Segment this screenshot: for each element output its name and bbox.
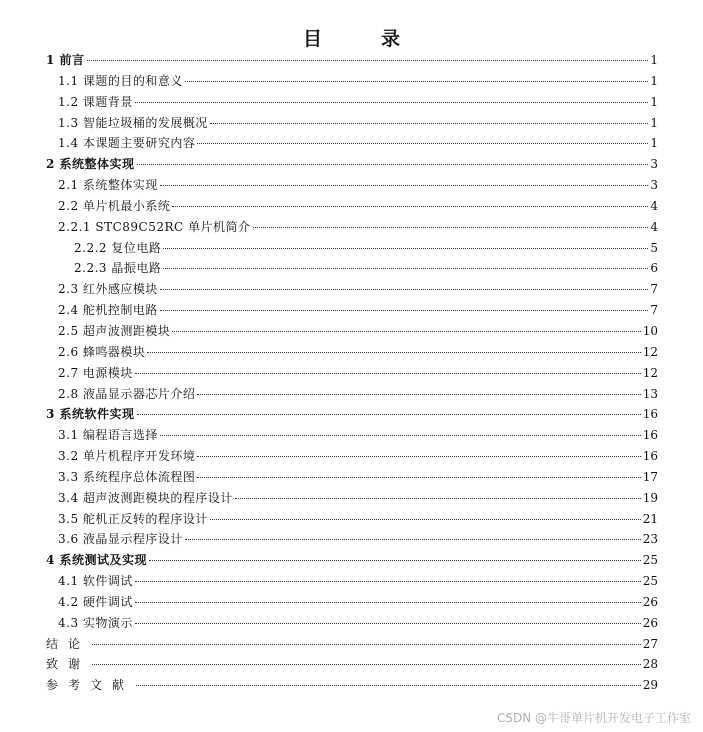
toc-entry-label: 2.2.3 晶振电路 <box>74 261 162 276</box>
dot-leader <box>135 602 641 603</box>
dot-leader <box>87 60 648 61</box>
dot-leader <box>185 539 641 540</box>
toc-entry-page: 12 <box>642 344 658 359</box>
toc-entry-label: 4.3 实物演示 <box>58 615 133 630</box>
toc-entry-page: 16 <box>642 449 658 464</box>
toc-entry-page: 10 <box>642 323 658 338</box>
toc-entry-page: 3 <box>650 178 658 193</box>
dot-leader <box>185 81 648 82</box>
dot-leader <box>253 227 648 228</box>
dot-leader <box>149 560 641 561</box>
dot-leader <box>92 644 641 645</box>
toc-entry[interactable] <box>44 321 658 342</box>
toc-entry-label: 2 系统整体实现 <box>46 157 135 172</box>
toc-entry[interactable] <box>44 550 658 571</box>
toc-entry-page: 4 <box>650 219 658 234</box>
dot-leader <box>92 664 641 665</box>
toc-entry[interactable] <box>44 258 658 279</box>
toc-entry-label: 结论 <box>46 636 91 651</box>
toc-entry[interactable] <box>44 238 658 259</box>
toc-entry-label: 1.2 课题背景 <box>58 94 133 109</box>
toc-entry-label: 4 系统测试及实现 <box>46 553 148 568</box>
dot-leader <box>135 581 641 582</box>
toc-entry-page: 1 <box>650 53 658 67</box>
table-of-contents <box>44 50 658 696</box>
toc-entry-label: 1 前言 <box>46 53 85 67</box>
dot-leader <box>197 143 648 144</box>
toc-entry-label: 3.2 单片机程序开发环境 <box>58 449 196 464</box>
toc-entry[interactable] <box>44 634 658 655</box>
toc-entry-label: 4.1 软件调试 <box>58 574 133 589</box>
toc-entry-page: 19 <box>642 490 658 505</box>
toc-entry-page: 12 <box>642 365 658 380</box>
dot-leader <box>197 477 640 478</box>
dot-leader <box>160 185 648 186</box>
dot-leader <box>172 206 648 207</box>
toc-entry[interactable] <box>44 654 658 675</box>
toc-entry-page: 1 <box>650 94 658 109</box>
toc-entry-page: 1 <box>650 73 658 88</box>
toc-entry[interactable] <box>44 92 658 113</box>
dot-leader <box>160 289 648 290</box>
toc-entry-page: 7 <box>650 282 658 297</box>
toc-entry-label: 3.6 液晶显示程序设计 <box>58 532 183 547</box>
toc-entry-page: 28 <box>642 657 658 672</box>
toc-entry-label: 3 系统软件实现 <box>46 407 135 422</box>
toc-entry[interactable] <box>44 509 658 530</box>
toc-entry-label: 1.1 课题的目的和意义 <box>58 73 183 88</box>
dot-leader <box>136 685 641 686</box>
toc-entry-page: 4 <box>650 198 658 213</box>
dot-leader <box>163 248 648 249</box>
toc-entry[interactable] <box>44 342 658 363</box>
dot-leader <box>197 394 640 395</box>
toc-entry-label: 2.7 电源模块 <box>58 365 133 380</box>
toc-entry-page: 1 <box>650 136 658 151</box>
dot-leader <box>160 310 648 311</box>
toc-entry[interactable] <box>44 133 658 154</box>
toc-entry-label: 2.4 舵机控制电路 <box>58 303 158 318</box>
toc-entry[interactable] <box>44 71 658 92</box>
toc-entry-page: 17 <box>642 469 658 484</box>
dot-leader <box>147 352 640 353</box>
toc-entry-label: 2.6 蜂鸣器模块 <box>58 344 146 359</box>
toc-entry-label: 致谢 <box>46 657 91 672</box>
watermark: CSDN @牛哥单片机开发电子工作室 <box>496 711 691 725</box>
toc-entry[interactable] <box>44 300 658 321</box>
toc-entry-label: 参考文献 <box>46 678 135 693</box>
toc-entry-page: 23 <box>642 532 658 547</box>
toc-entry-page: 25 <box>642 553 658 568</box>
toc-entry-label: 2.2 单片机最小系统 <box>58 198 171 213</box>
toc-entry[interactable] <box>44 404 658 425</box>
dot-leader <box>160 435 641 436</box>
toc-entry-label: 2.1 系统整体实现 <box>58 178 158 193</box>
toc-entry-page: 26 <box>642 615 658 630</box>
toc-entry-page: 27 <box>642 636 658 651</box>
toc-entry[interactable] <box>44 175 658 196</box>
toc-entry-page: 16 <box>642 407 658 422</box>
toc-entry-page: 25 <box>642 574 658 589</box>
dot-leader <box>135 373 641 374</box>
toc-entry[interactable] <box>44 217 658 238</box>
toc-entry-page: 6 <box>650 261 658 276</box>
toc-entry-page: 13 <box>642 386 658 401</box>
toc-entry-label: 1.4 本课题主要研究内容 <box>58 136 196 151</box>
toc-entry-page: 5 <box>650 240 658 255</box>
toc-entry[interactable] <box>44 488 658 509</box>
toc-entry[interactable] <box>44 529 658 550</box>
toc-entry[interactable] <box>44 50 658 71</box>
toc-entry-page: 16 <box>642 428 658 443</box>
dot-leader <box>135 102 648 103</box>
toc-entry-label: 2.8 液晶显示器芯片介绍 <box>58 386 196 401</box>
toc-entry[interactable] <box>44 675 658 696</box>
toc-entry[interactable] <box>44 571 658 592</box>
toc-entry-label: 2.5 超声波测距模块 <box>58 323 171 338</box>
toc-entry-page: 3 <box>650 157 658 172</box>
toc-entry-label: 1.3 智能垃圾桶的发展概况 <box>58 115 208 130</box>
toc-entry-page: 7 <box>650 303 658 318</box>
dot-leader <box>172 331 640 332</box>
toc-entry[interactable] <box>44 363 658 384</box>
dot-leader <box>137 164 648 165</box>
toc-entry-label: 2.3 红外感应模块 <box>58 282 158 297</box>
page-title: 目 录 <box>302 28 420 50</box>
toc-entry-label: 2.2.1 STC89C52RC 单片机简介 <box>58 219 251 234</box>
toc-entry-page: 1 <box>650 115 658 130</box>
dot-leader <box>210 519 641 520</box>
toc-entry[interactable] <box>44 154 658 175</box>
toc-entry[interactable] <box>44 467 658 488</box>
dot-leader <box>135 623 641 624</box>
toc-entry-page: 21 <box>642 511 658 526</box>
dot-leader <box>235 498 641 499</box>
toc-entry-label: 3.1 编程语言选择 <box>58 428 158 443</box>
dot-leader <box>163 268 648 269</box>
toc-entry[interactable] <box>44 446 658 467</box>
toc-entry[interactable] <box>44 425 658 446</box>
toc-entry[interactable] <box>44 613 658 634</box>
toc-entry[interactable] <box>44 592 658 613</box>
toc-entry-label: 4.2 硬件调试 <box>58 594 133 609</box>
dot-leader <box>210 123 648 124</box>
toc-entry[interactable] <box>44 279 658 300</box>
toc-entry-page: 26 <box>642 594 658 609</box>
toc-entry-label: 3.4 超声波测距模块的程序设计 <box>58 490 233 505</box>
toc-entry[interactable] <box>44 113 658 134</box>
toc-entry[interactable] <box>44 384 658 405</box>
toc-entry-page: 29 <box>642 678 658 693</box>
toc-entry[interactable] <box>44 196 658 217</box>
toc-entry-label: 3.5 舵机正反转的程序设计 <box>58 511 208 526</box>
dot-leader <box>137 414 641 415</box>
toc-entry-label: 3.3 系统程序总体流程图 <box>58 469 196 484</box>
toc-entry-label: 2.2.2 复位电路 <box>74 240 162 255</box>
dot-leader <box>197 456 640 457</box>
